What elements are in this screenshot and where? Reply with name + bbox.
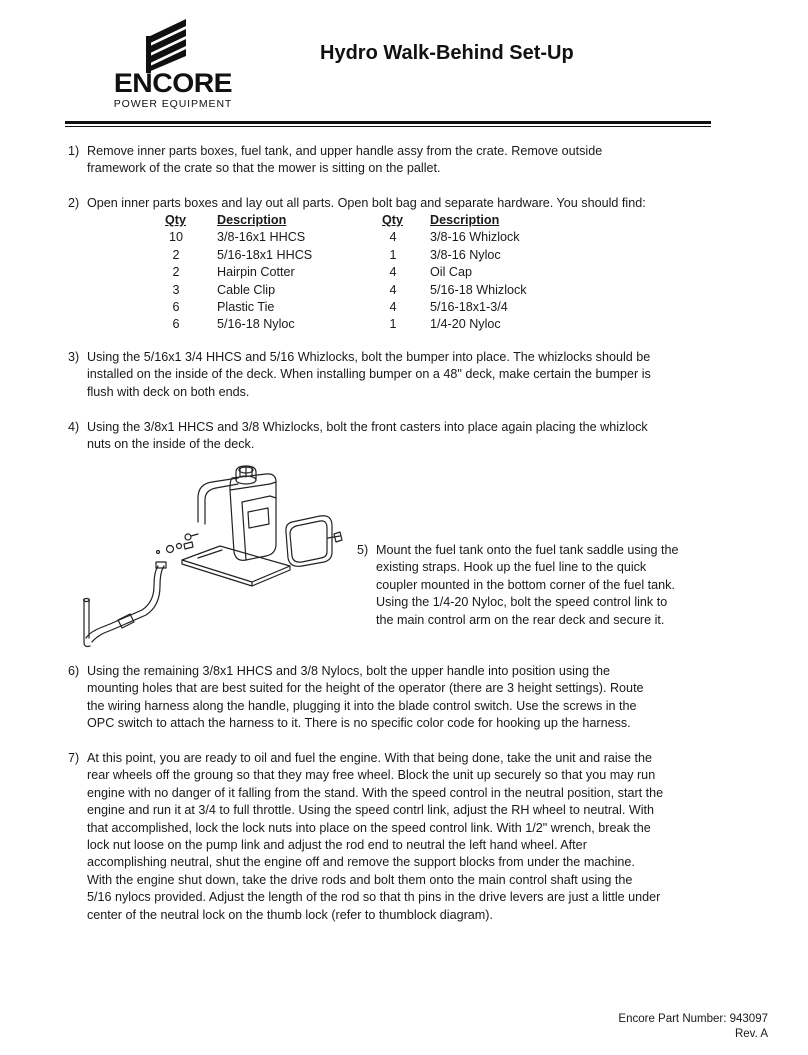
brand-wordmark: ENCORE: [113, 68, 233, 98]
step-line: engine and run it at 3/4 to full throttle. Using the speed contrl link, adjust the RH wheel to neutral. With: [87, 803, 655, 818]
step-number: 4): [68, 420, 80, 434]
step-number: 1): [68, 144, 80, 158]
table-cell-desc: 3/8-16 Whizlock: [430, 230, 520, 245]
parts-table: [0, 212, 808, 337]
table-cell-qty: 2: [172, 265, 180, 280]
step-line: Remove inner parts boxes, fuel tank, and upper handle assy from the crate. Remove outside: [87, 144, 603, 158]
step-number: 3): [68, 350, 80, 364]
step-line: engine with no danger of it falling from the stand. With the speed control in the neutral position, start the: [87, 785, 664, 800]
table-cell-qty: 3: [172, 282, 180, 297]
table-cell-qty: 6: [172, 300, 180, 314]
step-line: that accomplished, lock the lock nuts into place on the speed control link. With 1/2" wrench, break the: [87, 820, 651, 835]
table-cell-desc: 5/16-18x1 HHCS: [217, 247, 313, 262]
table-cell-desc: Cable Clip: [217, 282, 276, 297]
step-line: rear wheels off the groung so that they may free wheel. Block the unit up securely so that you may run: [87, 768, 656, 783]
step-line: At this point, you are ready to oil and fuel the engine. With that being done, take the unit and raise the: [87, 751, 652, 765]
step-line: nuts on the inside of the deck.: [87, 437, 255, 452]
step-6: [68, 663, 718, 733]
step-line: 5/16 nylocs provided. Adjust the length of the rod so that th pins in the drive levers are just a little under: [87, 890, 661, 905]
step-number: 2): [68, 196, 80, 210]
step-line: mounting holes that are best suited for the height of the operator (there are 3 height settings). Route: [87, 681, 644, 696]
step-line: framework of the crate so that the mower is sitting on the pallet.: [87, 161, 441, 176]
step-number: 7): [68, 751, 80, 765]
step-line: existing straps. Hook up the fuel line to the quick: [376, 560, 647, 575]
table-cell-qty: 4: [389, 230, 397, 245]
header-rule-thick: [65, 121, 711, 124]
step-line: coupler mounted in the bottom corner of the fuel tank.: [376, 577, 675, 592]
step-line: center of the neutral lock on the thumb lock (refer to thumblock diagram).: [87, 907, 493, 922]
table-cell-qty: 4: [389, 282, 397, 297]
table-cell-desc: Hairpin Cotter: [217, 265, 295, 280]
step-line: the wiring harness along the handle, plugging it into the blade control switch. Use the screws in the: [87, 698, 637, 713]
qty-header-right: Qty: [382, 213, 403, 227]
brand-subtitle: POWER EQUIPMENT: [113, 98, 233, 110]
step-line: flush with deck on both ends.: [87, 384, 250, 399]
part-number: Encore Part Number: 943097: [618, 1013, 768, 1025]
table-cell-qty: 4: [389, 300, 397, 314]
table-cell-desc: 3/8-16x1 HHCS: [217, 230, 306, 245]
description-header-left: Description: [217, 213, 287, 227]
step-number: 6): [68, 664, 80, 678]
revision: Rev. A: [734, 1028, 768, 1040]
step-line: Using the 3/8x1 HHCS and 3/8 Whizlocks, bolt the front casters into place again placing the whizlock: [87, 420, 648, 434]
table-cell-qty: 6: [172, 317, 180, 332]
encore-logo-mark: [98, 18, 248, 74]
description-header-right: Description: [430, 213, 500, 227]
step-line: Mount the fuel tank onto the fuel tank saddle using the: [376, 543, 679, 557]
table-cell-qty: 1: [389, 317, 397, 332]
table-cell-desc: Plastic Tie: [217, 300, 275, 314]
step-line: lock nut loose on the pump link and adjust the rod end to neutral the left hand wheel. After: [87, 838, 587, 853]
table-cell-qty: 10: [168, 230, 183, 245]
step-1: [68, 143, 718, 178]
step-5: [357, 542, 697, 629]
footer: [618, 1012, 768, 1042]
encore-logo: [98, 18, 248, 110]
header-rule-thin: [65, 126, 711, 127]
table-cell-desc: 5/16-18 Nyloc: [217, 317, 295, 332]
step-line: installed on the inside of the deck. When installing bumper on a 48" deck, make certain the bumper is: [87, 367, 651, 382]
step-line: accomplishing neutral, shut the engine off and remove the support blocks from under the machine.: [87, 855, 635, 870]
step-line: Using the remaining 3/8x1 HHCS and 3/8 Nylocs, bolt the upper handle into position using the: [87, 664, 610, 678]
step-4: [68, 419, 718, 454]
step-3: [68, 349, 718, 401]
step-7: [68, 750, 718, 924]
table-cell-desc: 1/4-20 Nyloc: [430, 317, 501, 332]
step-2: [68, 195, 718, 212]
step-line: Using the 1/4-20 Nyloc, bolt the speed control link to: [376, 595, 668, 610]
step-line: Open inner parts boxes and lay out all parts. Open bolt bag and separate hardware. You should find:: [87, 196, 646, 210]
step-line: Using the 5/16x1 3/4 HHCS and 5/16 Whizlocks, bolt the bumper into place. The whizlocks should be: [87, 350, 651, 364]
step-number: 5): [357, 543, 369, 557]
page-title: Hydro Walk-Behind Set-Up: [320, 42, 574, 64]
table-cell-desc: 5/16-18x1-3/4: [430, 300, 508, 314]
table-cell-desc: Oil Cap: [430, 265, 472, 280]
table-cell-qty: 1: [389, 247, 397, 262]
qty-header-left: Qty: [165, 213, 186, 227]
table-cell-desc: 5/16-18 Whizlock: [430, 282, 527, 297]
fuel-tank-diagram: [70, 462, 350, 652]
table-cell-qty: 4: [389, 265, 397, 280]
table-cell-qty: 2: [172, 247, 180, 262]
table-cell-desc: 3/8-16 Nyloc: [430, 247, 501, 262]
step-line: the main control arm on the rear deck and secure it.: [376, 612, 665, 627]
step-line: OPC switch to attach the harness to it. There is no specific color code for hooking up the harness.: [87, 716, 631, 731]
step-line: With the engine shut down, take the drive rods and bolt them onto the main control shaft using the: [87, 872, 633, 887]
